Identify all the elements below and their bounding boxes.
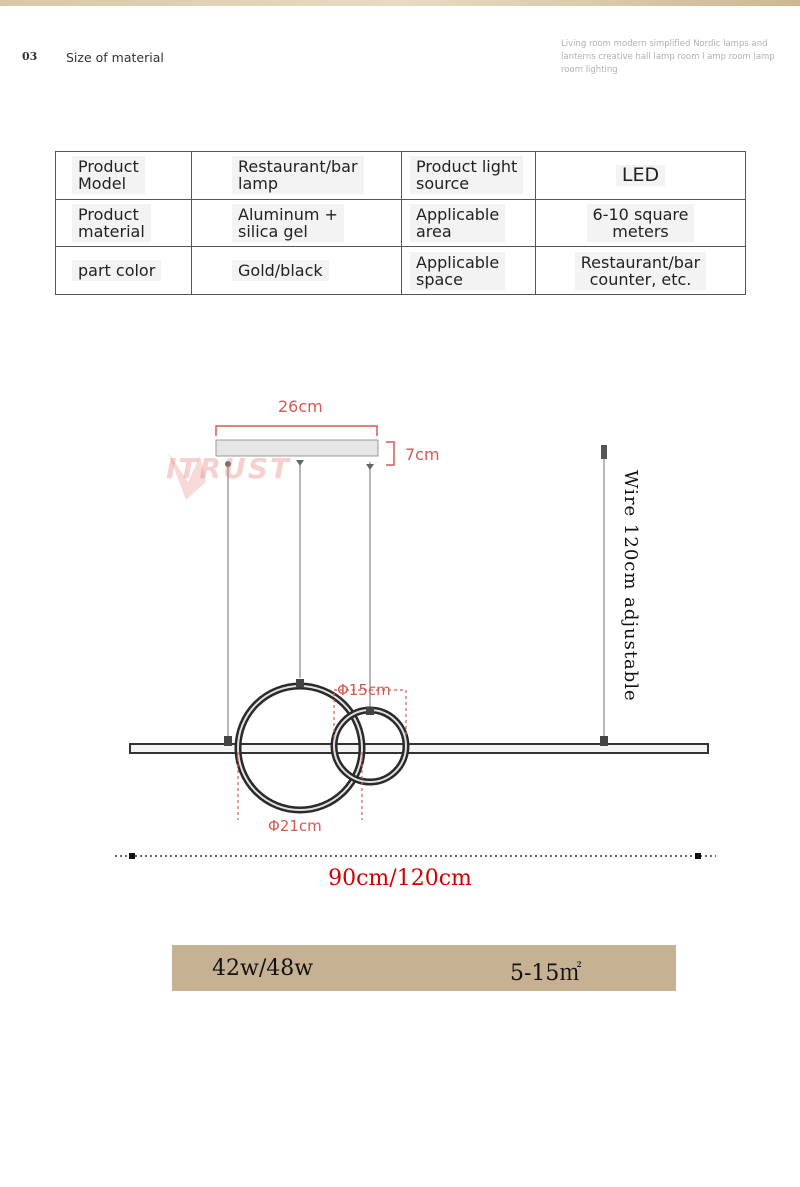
table-cell: Product material: [72, 204, 151, 242]
length-end-marker: [695, 853, 701, 859]
canopy-height-bracket: [386, 442, 394, 465]
table-row: [56, 199, 746, 247]
small-ring-diameter-label: Φ15cm: [337, 681, 391, 699]
length-end-marker: [129, 853, 135, 859]
table-cell: Applicable area: [410, 204, 505, 242]
length-label: 90cm/120cm: [328, 866, 472, 891]
table-cell: 6-10 square meters: [587, 204, 695, 242]
ring-clip: [366, 707, 374, 715]
spec-table: [55, 151, 746, 295]
bar-clip: [224, 736, 232, 746]
section-title: Size of material: [66, 50, 164, 65]
top-decorative-stripe: [0, 0, 800, 6]
section-number: 03: [22, 50, 38, 63]
canopy-width-label: 26cm: [278, 397, 323, 416]
canopy-width-bracket: [216, 426, 377, 436]
table-cell: Restaurant/bar lamp: [232, 156, 364, 194]
power-rating: 42w/48w: [212, 956, 314, 981]
table-cell: Aluminum + silica gel: [232, 204, 344, 242]
canopy-height-label: 7cm: [405, 445, 440, 464]
ring-clip: [296, 679, 304, 687]
table-cell: Applicable space: [410, 252, 505, 290]
wire-length-note: Wire 120cm adjustable: [620, 470, 641, 702]
large-ring-diameter-label: Φ21cm: [268, 817, 322, 835]
section-description: Living room modern simplified Nordic lamps and lanterns creative hall lamp room l amp room lamp room lighting: [561, 39, 775, 75]
bar-clip: [600, 736, 608, 746]
table-cell: Restaurant/bar counter, etc.: [575, 252, 707, 290]
brand-watermark: ITRUST: [166, 452, 292, 485]
table-row: [56, 247, 746, 295]
power-area-bar: [172, 945, 676, 991]
table-cell: Product Model: [72, 156, 145, 194]
wire-connector: [296, 460, 304, 466]
table-cell: part color: [72, 260, 161, 281]
table-cell: Gold/black: [232, 260, 329, 281]
wire-connector: [366, 464, 374, 470]
horizontal-light-bar: [130, 744, 708, 753]
wire-connector: [601, 445, 607, 459]
applicable-area: 5-15㎡: [510, 961, 582, 986]
lamp-dimension-diagram: [0, 360, 800, 900]
table-cell: Product light source: [410, 156, 523, 194]
table-row: [56, 152, 746, 200]
lamp-drawing: [0, 360, 800, 900]
table-cell: LED: [616, 165, 665, 186]
